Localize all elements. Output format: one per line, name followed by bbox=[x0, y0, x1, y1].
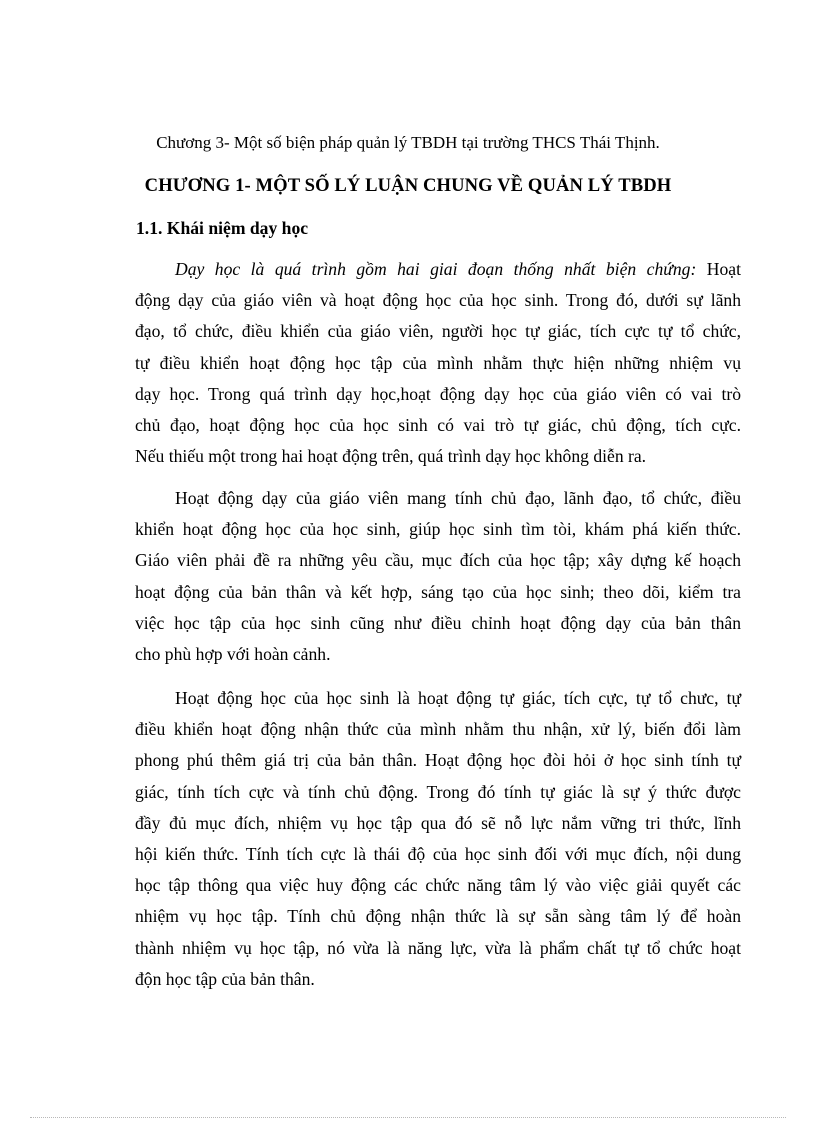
paragraph-line: Hoạt động học của học sinh là hoạt động tự giác, tích cực, tự tổ chưc, tự bbox=[175, 688, 741, 708]
paragraph-line: học tập thông qua việc huy động các chức năng tâm lý vào việc giải quyết các bbox=[135, 875, 741, 896]
paragraph-line: chủ đạo, hoạt động học của học sinh có vai trò tự giác, chủ động, tích cực. bbox=[135, 415, 741, 436]
paragraph-line: tự điều khiển hoạt động học tập của mình nhằm thực hiện những nhiệm vụ bbox=[135, 352, 741, 373]
paragraph-line: hoạt động của bản thân và kết hợp, sáng tạo của học sinh; theo dõi, kiểm tra bbox=[135, 581, 741, 602]
paragraph-line: phong phú thêm giá trị của bản thân. Hoạt động học đòi hỏi ở học sinh tính tự bbox=[135, 750, 741, 771]
chapter-heading: CHƯƠNG 1- MỘT SỐ LÝ LUẬN CHUNG VỀ QUẢN LÝ TBDH bbox=[144, 175, 672, 196]
paragraph-line: thành nhiệm vụ học tập, nó vừa là năng lực, vừa là phẩm chất tự tổ chức hoạt bbox=[135, 937, 741, 958]
paragraph-line: dạy học. Trong quá trình dạy học,hoạt động dạy học của giáo viên có vai trò bbox=[135, 383, 741, 404]
paragraph-line: khiển hoạt động học của học sinh, giúp học sinh tìm tòi, khám phá kiến thức. bbox=[135, 519, 741, 540]
paragraph-line: Giáo viên phải đề ra những yêu cầu, mục đích của học tập; xây dựng kế hoạch bbox=[135, 550, 741, 571]
paragraph-line: việc học tập của học sinh cũng như điều chỉnh hoạt động dạy của bản thân bbox=[135, 612, 741, 633]
paragraph-line: Nếu thiếu một trong hai hoạt động trên, quá trình dạy học không diễn ra. bbox=[135, 446, 647, 467]
italic-definition: Dạy học là quá trình gồm hai giai đoạn thống nhất biện chứng: bbox=[175, 259, 697, 279]
paragraph-1 bbox=[135, 254, 741, 472]
section-heading: 1.1. Khái niệm dạy học bbox=[136, 218, 309, 238]
chapter-reference-line: Chương 3- Một số biện pháp quản lý TBDH tại trường THCS Thái Thịnh. bbox=[156, 133, 660, 152]
paragraph-3 bbox=[135, 683, 741, 995]
paragraph-line: Hoạt động dạy của giáo viên mang tính chủ đạo, lãnh đạo, tổ chức, điều bbox=[175, 488, 741, 508]
paragraph-line: nhiệm vụ học tập. Tính chủ động nhận thức là sự sẵn sàng tâm lý để hoàn bbox=[135, 906, 741, 927]
paragraph-line: hội kiến thức. Tính tích cực là thái độ của học sinh đối với mục đích, nội dung bbox=[135, 844, 741, 865]
paragraph-line: động dạy của giáo viên và hoạt động học của học sinh. Trong đó, dưới sự lãnh bbox=[135, 290, 741, 311]
paragraph-line: cho phù hợp với hoàn cảnh. bbox=[135, 644, 331, 665]
paragraph-line: độn học tập của bản thân. bbox=[135, 968, 315, 989]
paragraph-2 bbox=[135, 483, 741, 670]
paragraph-line-text: Hoạt bbox=[696, 259, 741, 279]
paragraph-line: đầy đủ mục đích, nhiệm vụ học tập qua đó sẽ nỗ lực nắm vững tri thức, lĩnh bbox=[135, 812, 741, 833]
paragraph-line: đạo, tổ chức, điều khiển của giáo viên, người học tự giác, tích cực tự tổ chức, bbox=[135, 321, 741, 342]
paragraph-line bbox=[135, 254, 741, 285]
footer-divider bbox=[30, 1117, 786, 1118]
paragraph-line: giác, tính tích cực và tính chủ động. Trong đó tính tự giác là sự ý thức được bbox=[135, 781, 741, 802]
paragraph-line: điều khiển hoạt động nhận thức của mình nhằm thu nhận, xử lý, biến đổi làm bbox=[135, 719, 741, 740]
